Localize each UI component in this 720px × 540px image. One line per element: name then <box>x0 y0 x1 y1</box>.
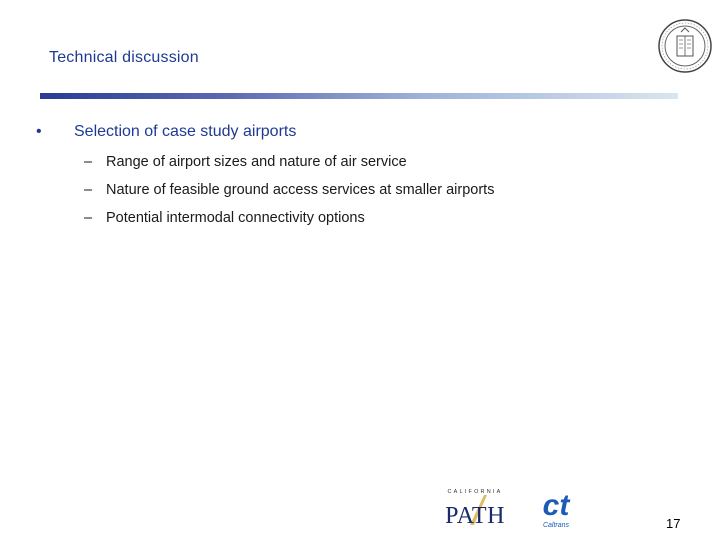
sub-bullet-marker: – <box>84 154 93 170</box>
path-logo-small-text: CALIFORNIA <box>447 489 503 495</box>
caltrans-logo-text: Caltrans <box>542 522 570 529</box>
bullet-text: Selection of case study airports <box>74 123 297 140</box>
sub-bullet-text: Range of airport sizes and nature of air service <box>106 154 407 170</box>
caltrans-logo-mark: ct <box>542 489 570 522</box>
page-number: 17 <box>666 516 681 531</box>
bullet-marker: • <box>36 123 42 140</box>
sub-bullet-text: Potential intermodal connectivity options <box>106 210 365 226</box>
header-divider-rule <box>40 93 678 99</box>
caltrans-logo <box>530 487 580 529</box>
sub-bullet-marker: – <box>84 182 93 198</box>
sub-bullet-text: Nature of feasible ground access services at smaller airports <box>106 182 495 198</box>
university-seal-logo <box>657 18 713 74</box>
path-logo-main-text: PATH <box>445 503 505 529</box>
slide-title: Technical discussion <box>49 49 199 66</box>
sub-bullet-marker: – <box>84 210 93 226</box>
california-path-logo <box>440 485 510 531</box>
